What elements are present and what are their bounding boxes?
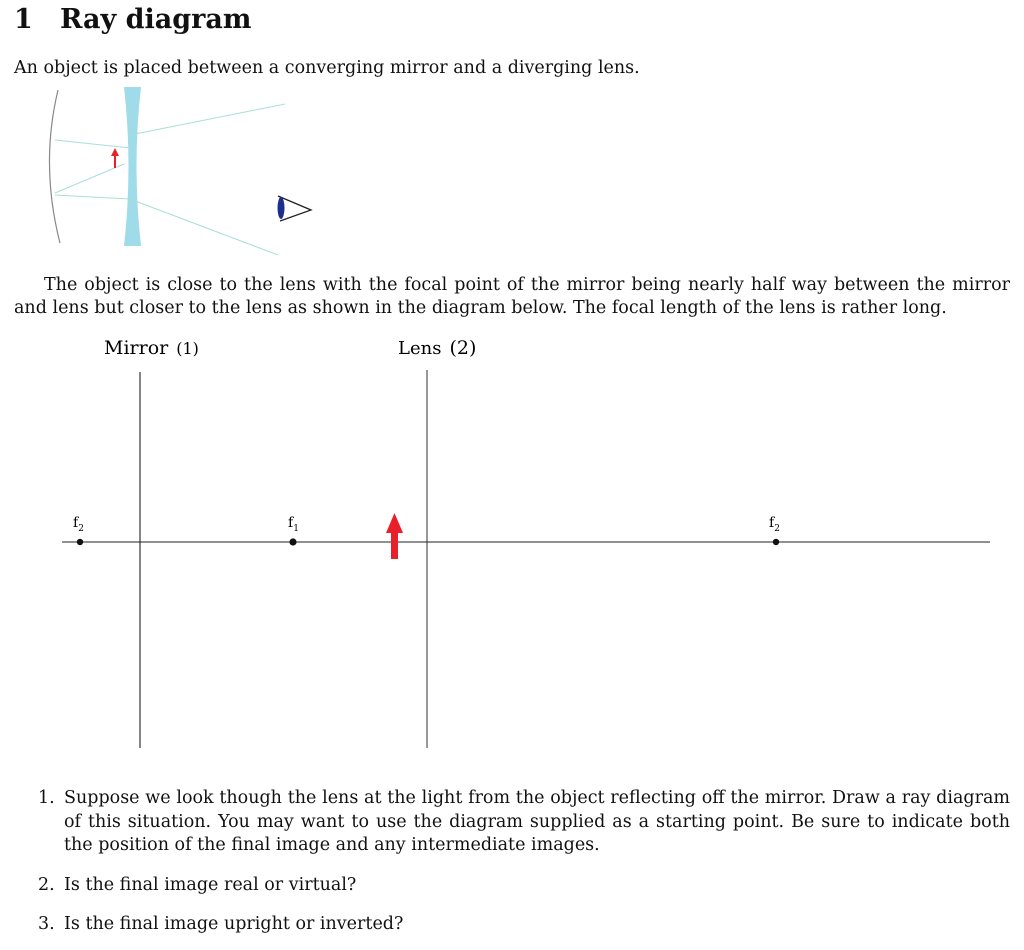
focal-point-mirror bbox=[289, 538, 296, 545]
focal-point-right bbox=[773, 539, 779, 545]
intro-text: An object is placed between a converging mirror and a diverging lens. bbox=[14, 58, 640, 78]
focal-right-label: $f_2$ bbox=[769, 515, 780, 534]
mirror-arc bbox=[49, 90, 60, 243]
section-title: Ray diagram bbox=[60, 4, 252, 35]
lens-shape bbox=[124, 87, 141, 246]
lens-label: Lens (2) bbox=[398, 337, 477, 359]
focal-left-label: $f_2$ bbox=[73, 515, 84, 534]
eye-icon bbox=[278, 196, 312, 221]
focal-point-left bbox=[77, 539, 83, 545]
mirror-label: Mirror (1) bbox=[104, 337, 199, 359]
focal-mirror-label: $f_1$ bbox=[288, 515, 299, 534]
question-1 bbox=[38, 787, 1010, 858]
setup-illustration-group bbox=[49, 87, 311, 255]
question-number: 1. bbox=[38, 788, 55, 808]
small-object-arrow bbox=[111, 148, 119, 168]
section-heading bbox=[14, 4, 251, 35]
question-2 bbox=[38, 874, 1010, 898]
question-text: Suppose we look though the lens at the light from the object reflecting off the mirror. Draw a ray diagram of this situation. You may want to use the diagram supplied as a starting point. Be sure to indicate both the position of the final image and any intermediate images. bbox=[64, 788, 1010, 855]
question-text: Is the final image upright or inverted? bbox=[64, 914, 404, 934]
question-number: 2. bbox=[38, 875, 55, 895]
object-arrow bbox=[386, 513, 403, 559]
question-3 bbox=[38, 913, 1010, 937]
description-text: The object is close to the lens with the focal point of the mirror being nearly half way between the mirror and lens but closer to the lens as shown in the diagram below. The focal length of the lens is rather long. bbox=[14, 275, 1010, 318]
section-number: 1 bbox=[14, 4, 33, 35]
light-rays bbox=[55, 104, 285, 255]
question-text: Is the final image real or virtual? bbox=[64, 875, 357, 895]
question-number: 3. bbox=[38, 914, 55, 934]
